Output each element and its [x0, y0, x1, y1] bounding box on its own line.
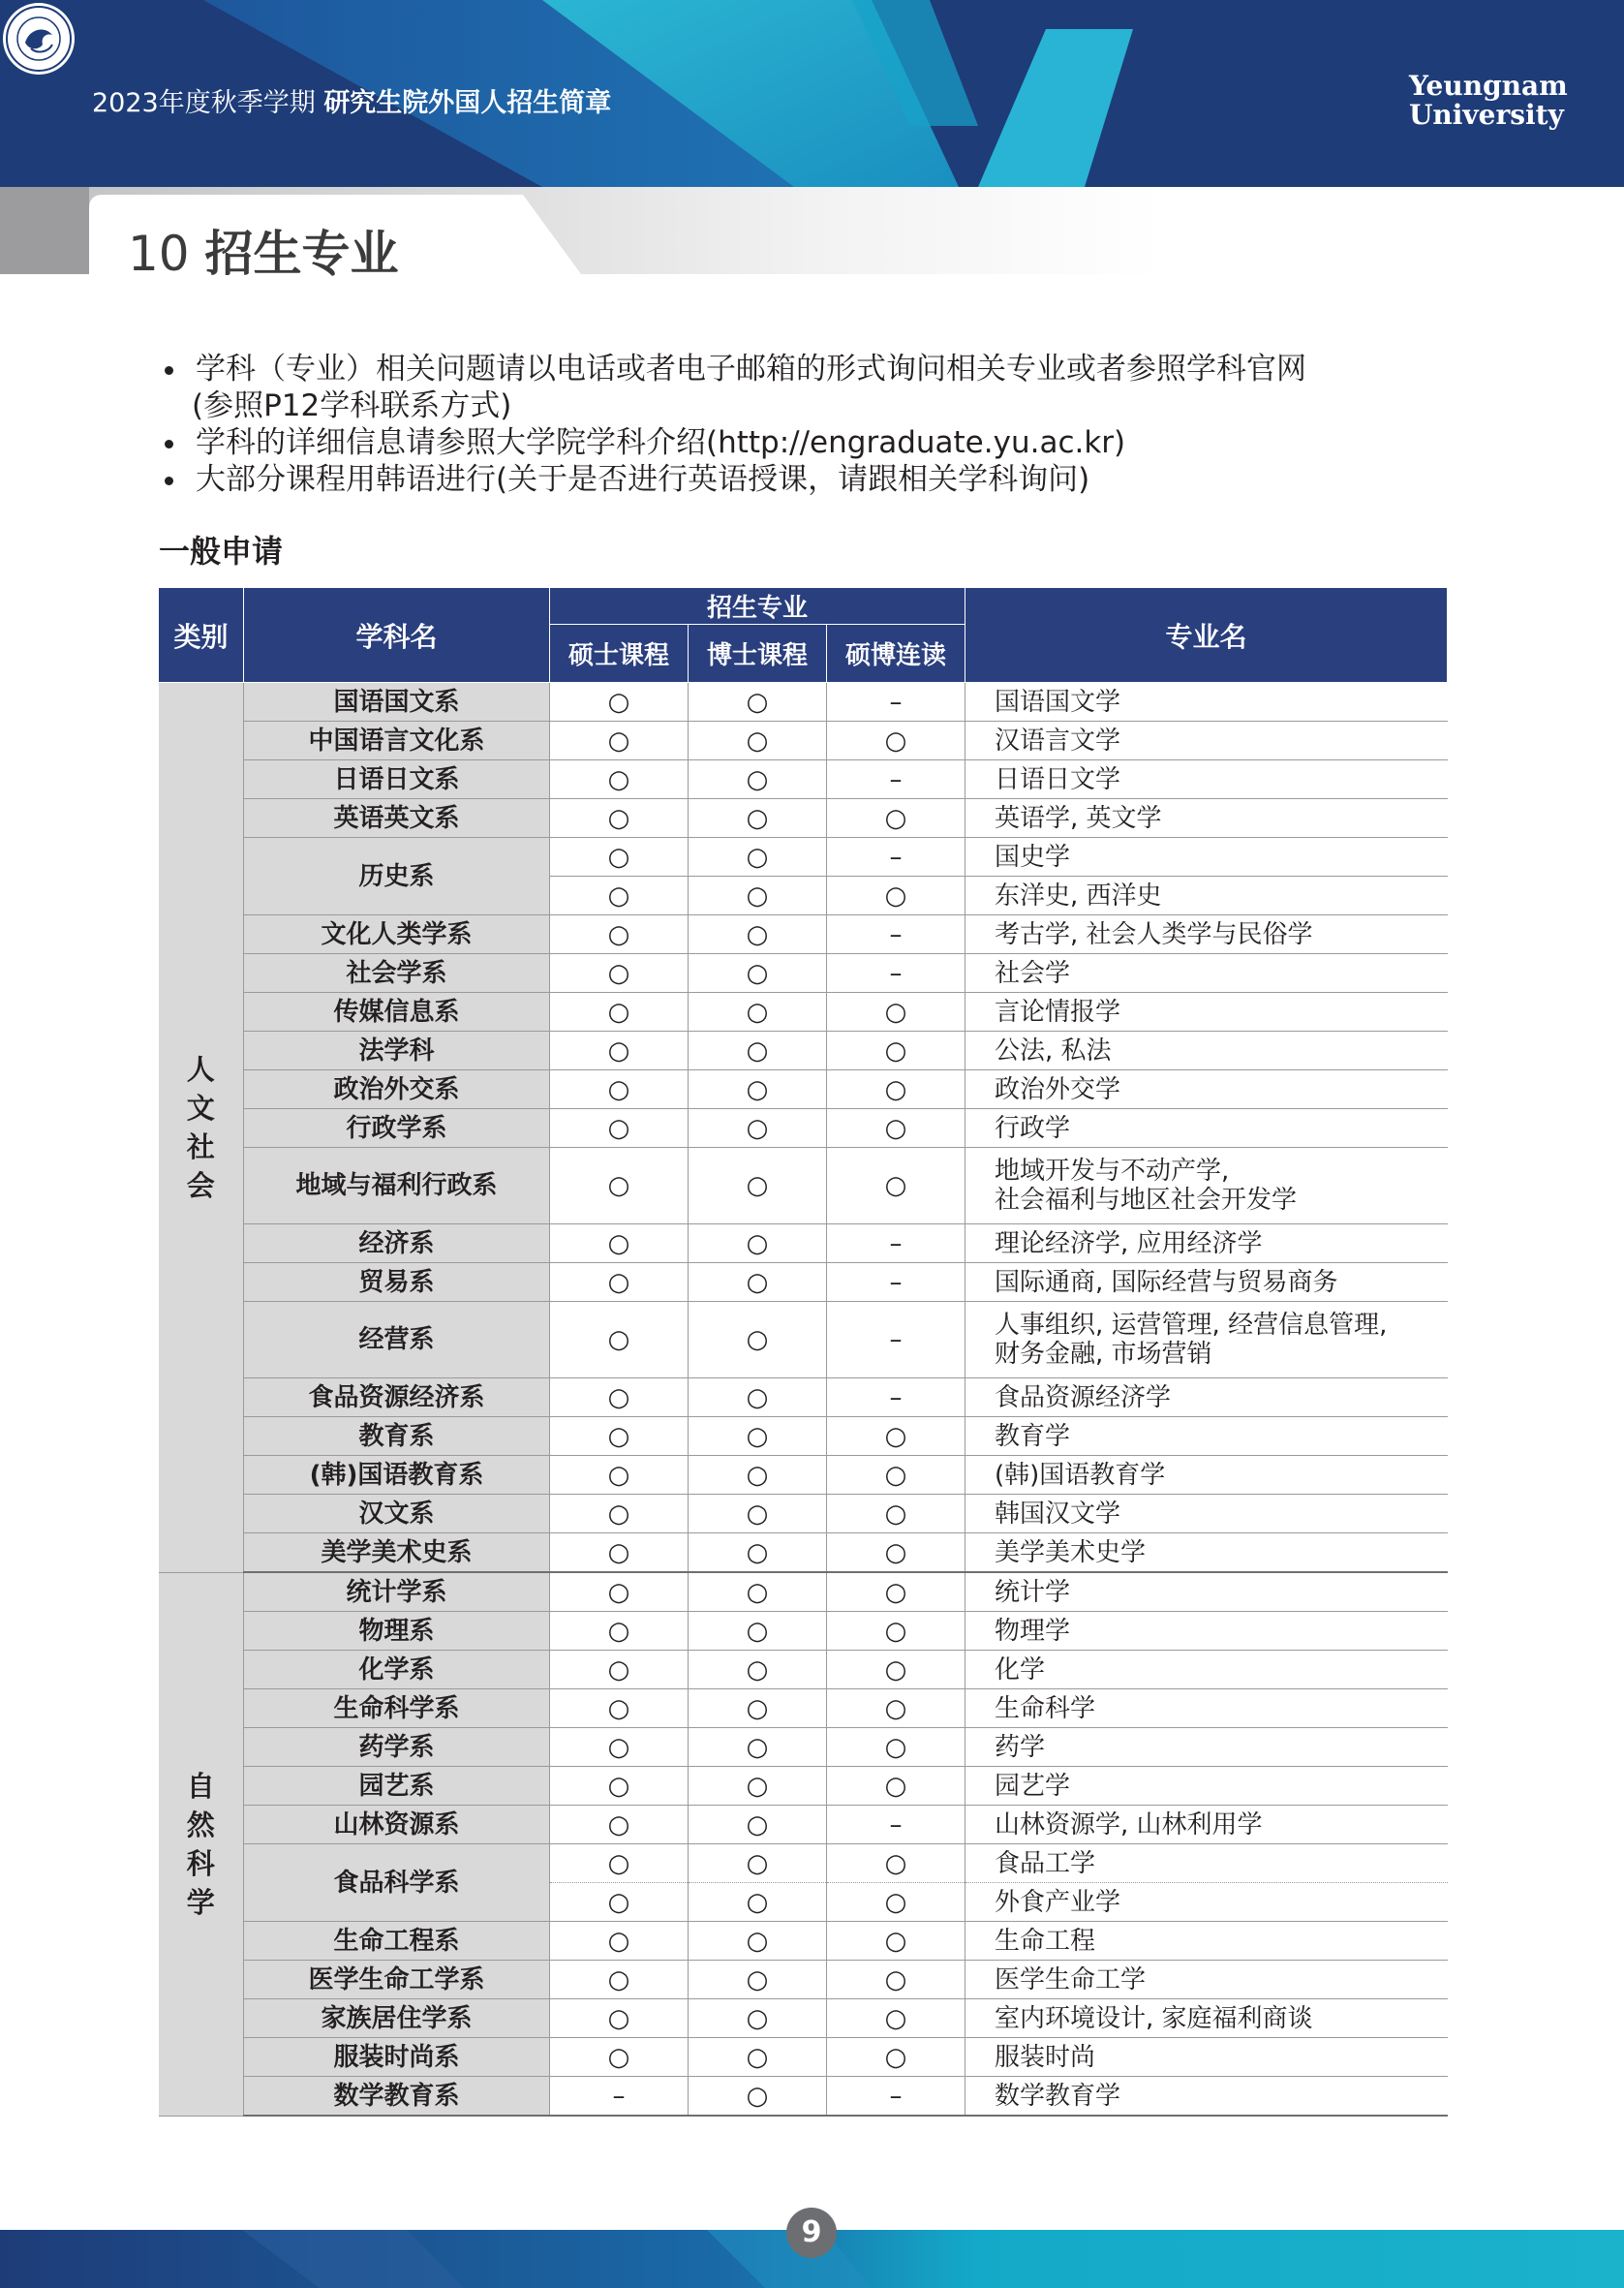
header-banner: [0, 0, 1624, 187]
masters-cell: ○: [550, 1070, 689, 1109]
major-text: 考古学, 社会人类学与民俗学: [995, 919, 1313, 949]
university-wordmark: [1409, 72, 1568, 130]
major-text: 理论经济学, 应用经济学: [995, 1228, 1263, 1258]
doctoral-cell: ○: [689, 683, 827, 722]
major-cell: [965, 1495, 1448, 1533]
integrated-cell: –: [827, 1224, 965, 1263]
integrated-cell: ○: [827, 1533, 965, 1573]
integrated-cell: ○: [827, 1495, 965, 1533]
notes-list: [155, 351, 1414, 498]
note-item: [155, 424, 1414, 461]
doctoral-cell: ○: [689, 1148, 827, 1224]
table-row: [159, 1302, 1448, 1378]
major-text: 东洋史, 西洋史: [995, 881, 1162, 911]
major-cell: [965, 1961, 1448, 1999]
table-row: [159, 1806, 1448, 1844]
integrated-cell: ○: [827, 1728, 965, 1767]
integrated-cell: –: [827, 954, 965, 993]
integrated-cell: ○: [827, 1109, 965, 1148]
integrated-cell: –: [827, 1806, 965, 1844]
masters-cell: ○: [550, 1378, 689, 1417]
integrated-cell: ○: [827, 1032, 965, 1070]
department-cell: 法学科: [244, 1032, 550, 1070]
major-text: 国语国文学: [995, 687, 1121, 717]
table-row: [159, 760, 1448, 799]
doctoral-cell: ○: [689, 1533, 827, 1573]
header-programs: 招生专业: [550, 588, 965, 625]
integrated-cell: ○: [827, 993, 965, 1032]
wordmark-line2: University: [1409, 99, 1564, 131]
header-department: 学科名: [244, 588, 550, 683]
table-row: [159, 1961, 1448, 1999]
department-cell: 经营系: [244, 1302, 550, 1378]
department-cell: 社会学系: [244, 954, 550, 993]
department-cell: 生命科学系: [244, 1689, 550, 1728]
header-doctoral: 博士课程: [689, 625, 827, 683]
table-row: [159, 1999, 1448, 2038]
masters-cell: ○: [550, 1844, 689, 1883]
doctoral-cell: ○: [689, 838, 827, 877]
major-text: 地域开发与不动产学,: [995, 1157, 1230, 1186]
major-text: 医学生命工学: [995, 1964, 1147, 1994]
department-cell: (韩)国语教育系: [244, 1456, 550, 1495]
masters-cell: ○: [550, 683, 689, 722]
masters-cell: ○: [550, 760, 689, 799]
table-row: [159, 915, 1448, 954]
department-cell: 化学系: [244, 1651, 550, 1689]
masters-cell: ○: [550, 1417, 689, 1456]
doctoral-cell: ○: [689, 1844, 827, 1883]
table-row: [159, 1070, 1448, 1109]
masters-cell: ○: [550, 1767, 689, 1806]
major-cell: [965, 2077, 1448, 2117]
doctoral-cell: ○: [689, 1263, 827, 1302]
masters-cell: ○: [550, 838, 689, 877]
department-cell: 地域与福利行政系: [244, 1148, 550, 1224]
doctoral-cell: ○: [689, 993, 827, 1032]
major-cell: [965, 1883, 1448, 1922]
doctoral-cell: ○: [689, 1032, 827, 1070]
doctoral-cell: ○: [689, 1456, 827, 1495]
header-masters: 硕士课程: [550, 625, 689, 683]
major-text: 公法, 私法: [995, 1036, 1112, 1066]
doctoral-cell: ○: [689, 1109, 827, 1148]
subheading: 一般申请: [159, 533, 284, 570]
doctoral-cell: ○: [689, 915, 827, 954]
table-row: [159, 1417, 1448, 1456]
department-cell: 统计学系: [244, 1572, 550, 1612]
integrated-cell: ○: [827, 2038, 965, 2077]
major-text: 山林资源学, 山林利用学: [995, 1809, 1263, 1840]
table-row: [159, 1651, 1448, 1689]
integrated-cell: ○: [827, 799, 965, 838]
table-row: [159, 1767, 1448, 1806]
table-row: [159, 2038, 1448, 2077]
doctoral-cell: ○: [689, 1961, 827, 1999]
table-row: [159, 838, 1448, 877]
doctoral-cell: ○: [689, 1378, 827, 1417]
masters-cell: ○: [550, 1999, 689, 2038]
major-cell: [965, 1148, 1448, 1224]
major-text: 韩国汉文学: [995, 1499, 1121, 1529]
doctoral-cell: ○: [689, 1806, 827, 1844]
major-cell: [965, 1302, 1448, 1378]
major-cell: [965, 1378, 1448, 1417]
masters-cell: ○: [550, 799, 689, 838]
integrated-cell: ○: [827, 1456, 965, 1495]
major-cell: [965, 799, 1448, 838]
header-title: [92, 81, 611, 119]
doctoral-cell: ○: [689, 799, 827, 838]
major-cell: [965, 1922, 1448, 1961]
table-row: [159, 1224, 1448, 1263]
department-cell: 数学教育系: [244, 2077, 550, 2117]
major-cell: [965, 1999, 1448, 2038]
major-cell: [965, 1728, 1448, 1767]
major-text: 美学美术史学: [995, 1537, 1147, 1567]
category-label: 人文社会: [186, 1052, 215, 1202]
university-seal-icon: [0, 0, 77, 77]
category-cell: [159, 683, 244, 1573]
major-text: 生命科学: [995, 1693, 1096, 1723]
note-item: [155, 351, 1414, 387]
major-cell: [965, 1572, 1448, 1612]
integrated-cell: ○: [827, 722, 965, 760]
major-cell: [965, 954, 1448, 993]
integrated-cell: ○: [827, 1070, 965, 1109]
major-text: (韩)国语教育学: [995, 1460, 1166, 1490]
doctoral-cell: ○: [689, 1728, 827, 1767]
masters-cell: ○: [550, 915, 689, 954]
major-text-line2: 财务金融, 市场营销: [995, 1340, 1212, 1369]
major-text: 日语日文学: [995, 764, 1121, 794]
department-cell: 传媒信息系: [244, 993, 550, 1032]
masters-cell: ○: [550, 1883, 689, 1922]
table-row: [159, 1263, 1448, 1302]
integrated-cell: –: [827, 838, 965, 877]
major-cell: [965, 683, 1448, 722]
section-title: [128, 215, 399, 285]
major-text: 汉语言文学: [995, 726, 1121, 756]
table-row: [159, 1689, 1448, 1728]
department-cell: 行政学系: [244, 1109, 550, 1148]
major-cell: [965, 1689, 1448, 1728]
table-row: [159, 799, 1448, 838]
table-row: [159, 1495, 1448, 1533]
integrated-cell: –: [827, 683, 965, 722]
major-cell: [965, 1844, 1448, 1883]
integrated-cell: ○: [827, 1612, 965, 1651]
masters-cell: ○: [550, 1456, 689, 1495]
masters-cell: ○: [550, 1495, 689, 1533]
integrated-cell: –: [827, 1263, 965, 1302]
doctoral-cell: ○: [689, 760, 827, 799]
major-text: 行政学: [995, 1113, 1071, 1143]
major-text: 国际通商, 国际经营与贸易商务: [995, 1267, 1338, 1297]
major-text: 生命工程: [995, 1926, 1096, 1956]
doctoral-cell: ○: [689, 1417, 827, 1456]
integrated-cell: –: [827, 2077, 965, 2117]
doctoral-cell: ○: [689, 1224, 827, 1263]
major-cell: [965, 877, 1448, 915]
doctoral-cell: ○: [689, 1767, 827, 1806]
table-row: [159, 993, 1448, 1032]
major-cell: [965, 1417, 1448, 1456]
table-row: [159, 1572, 1448, 1612]
category-cell: [159, 1572, 244, 2116]
department-cell: 园艺系: [244, 1767, 550, 1806]
masters-cell: ○: [550, 722, 689, 760]
table-row: [159, 1612, 1448, 1651]
masters-cell: ○: [550, 1224, 689, 1263]
integrated-cell: ○: [827, 1689, 965, 1728]
doctoral-cell: ○: [689, 2077, 827, 2117]
department-cell: 医学生命工学系: [244, 1961, 550, 1999]
major-text: 国史学: [995, 842, 1071, 872]
doctoral-cell: ○: [689, 1922, 827, 1961]
major-text: 统计学: [995, 1577, 1071, 1607]
department-cell: 国语国文系: [244, 683, 550, 722]
table-row: [159, 2077, 1448, 2117]
note-text: 学科（专业）相关问题请以电话或者电子邮箱的形式询问相关专业或者参照学科官网: [196, 352, 1306, 386]
header-term: 2023年度秋季学期: [92, 88, 316, 118]
department-cell: 中国语言文化系: [244, 722, 550, 760]
doctoral-cell: ○: [689, 877, 827, 915]
doctoral-cell: ○: [689, 1572, 827, 1612]
major-text: 人事组织, 运营管理, 经营信息管理,: [995, 1311, 1388, 1340]
major-text: 社会学: [995, 958, 1071, 988]
table-row: [159, 1148, 1448, 1224]
major-cell: [965, 1651, 1448, 1689]
table-row: [159, 1533, 1448, 1573]
doctoral-cell: ○: [689, 2038, 827, 2077]
masters-cell: ○: [550, 1728, 689, 1767]
category-label: 自然科学: [186, 1769, 215, 1919]
integrated-cell: ○: [827, 877, 965, 915]
major-cell: [965, 1109, 1448, 1148]
doctoral-cell: ○: [689, 1495, 827, 1533]
major-cell: [965, 1263, 1448, 1302]
masters-cell: ○: [550, 954, 689, 993]
department-cell: 教育系: [244, 1417, 550, 1456]
table-row: [159, 722, 1448, 760]
doctoral-cell: ○: [689, 1651, 827, 1689]
department-cell: 服装时尚系: [244, 2038, 550, 2077]
doctoral-cell: ○: [689, 1612, 827, 1651]
integrated-cell: –: [827, 915, 965, 954]
department-cell: 日语日文系: [244, 760, 550, 799]
table-body: [159, 683, 1448, 2117]
masters-cell: ○: [550, 1148, 689, 1224]
note-item: [155, 461, 1414, 498]
department-cell: 药学系: [244, 1728, 550, 1767]
department-cell: 文化人类学系: [244, 915, 550, 954]
major-text: 教育学: [995, 1421, 1071, 1451]
doctoral-cell: ○: [689, 1302, 827, 1378]
header-major: 专业名: [965, 588, 1448, 683]
masters-cell: ○: [550, 1651, 689, 1689]
header-category: 类别: [159, 588, 244, 683]
table-row: [159, 1844, 1448, 1883]
department-cell: 历史系: [244, 838, 550, 915]
masters-cell: ○: [550, 1689, 689, 1728]
page-number-badge: 9: [786, 2208, 837, 2258]
masters-cell: ○: [550, 1533, 689, 1573]
header-integrated: 硕博连读: [827, 625, 965, 683]
department-cell: 食品科学系: [244, 1844, 550, 1922]
major-cell: [965, 1767, 1448, 1806]
masters-cell: ○: [550, 1612, 689, 1651]
major-text: 服装时尚: [995, 2042, 1096, 2072]
masters-cell: ○: [550, 993, 689, 1032]
masters-cell: ○: [550, 1806, 689, 1844]
table-row: [159, 1109, 1448, 1148]
integrated-cell: ○: [827, 1961, 965, 1999]
integrated-cell: –: [827, 1378, 965, 1417]
major-cell: [965, 1806, 1448, 1844]
integrated-cell: ○: [827, 1767, 965, 1806]
major-cell: [965, 1070, 1448, 1109]
major-text: 园艺学: [995, 1771, 1071, 1801]
major-text: 食品资源经济学: [995, 1382, 1172, 1412]
major-text: 药学: [995, 1732, 1046, 1762]
masters-cell: ○: [550, 2038, 689, 2077]
major-text: 物理学: [995, 1616, 1071, 1646]
note-text: 学科的详细信息请参照大学院学科介绍(http://engraduate.yu.ac.kr): [196, 425, 1126, 460]
masters-cell: ○: [550, 1263, 689, 1302]
department-cell: 家族居住学系: [244, 1999, 550, 2038]
major-text: 言论情报学: [995, 997, 1121, 1027]
table-row: [159, 683, 1448, 722]
major-cell: [965, 915, 1448, 954]
masters-cell: ○: [550, 1961, 689, 1999]
major-cell: [965, 1533, 1448, 1573]
major-text: 数学教育学: [995, 2081, 1121, 2111]
masters-cell: –: [550, 2077, 689, 2117]
major-cell: [965, 1224, 1448, 1263]
masters-cell: ○: [550, 1572, 689, 1612]
doctoral-cell: ○: [689, 722, 827, 760]
masters-cell: ○: [550, 877, 689, 915]
table-row: [159, 1728, 1448, 1767]
table-row: [159, 1032, 1448, 1070]
integrated-cell: ○: [827, 1651, 965, 1689]
wordmark-line1: Yeungnam: [1409, 70, 1568, 102]
table-row: [159, 954, 1448, 993]
section-heading: 招生专业: [204, 226, 399, 282]
major-text: 食品工学: [995, 1848, 1096, 1878]
major-cell: [965, 838, 1448, 877]
major-text: 外食产业学: [995, 1887, 1121, 1917]
department-cell: 美学美术史系: [244, 1533, 550, 1573]
section-number: 10: [128, 226, 190, 282]
table-row: [159, 1378, 1448, 1417]
major-cell: [965, 993, 1448, 1032]
doctoral-cell: ○: [689, 954, 827, 993]
major-text: 政治外交学: [995, 1074, 1121, 1104]
major-cell: [965, 1032, 1448, 1070]
integrated-cell: ○: [827, 1883, 965, 1922]
integrated-cell: ○: [827, 1844, 965, 1883]
major-cell: [965, 1612, 1448, 1651]
department-cell: 生命工程系: [244, 1922, 550, 1961]
doctoral-cell: ○: [689, 1883, 827, 1922]
table-row: [159, 1922, 1448, 1961]
department-cell: 汉文系: [244, 1495, 550, 1533]
major-text: 英语学, 英文学: [995, 803, 1162, 833]
note-continuation: (参照P12学科联系方式): [192, 388, 512, 423]
major-text: 室内环境设计, 家庭福利商谈: [995, 2003, 1313, 2033]
major-cell: [965, 760, 1448, 799]
department-cell: 政治外交系: [244, 1070, 550, 1109]
note-text: 大部分课程用韩语进行(关于是否进行英语授课，请跟相关学科询问): [196, 462, 1090, 497]
integrated-cell: –: [827, 760, 965, 799]
doctoral-cell: ○: [689, 1999, 827, 2038]
major-text-line2: 社会福利与地区社会开发学: [995, 1186, 1298, 1215]
department-cell: 经济系: [244, 1224, 550, 1263]
major-cell: [965, 2038, 1448, 2077]
table-row: [159, 1456, 1448, 1495]
department-cell: 贸易系: [244, 1263, 550, 1302]
integrated-cell: ○: [827, 1572, 965, 1612]
header-brochure-title: 研究生院外国人招生简章: [323, 88, 612, 118]
doctoral-cell: ○: [689, 1689, 827, 1728]
major-text: 化学: [995, 1654, 1046, 1685]
department-cell: 物理系: [244, 1612, 550, 1651]
integrated-cell: ○: [827, 1922, 965, 1961]
department-cell: 食品资源经济系: [244, 1378, 550, 1417]
doctoral-cell: ○: [689, 1070, 827, 1109]
integrated-cell: ○: [827, 1999, 965, 2038]
department-cell: 山林资源系: [244, 1806, 550, 1844]
masters-cell: ○: [550, 1302, 689, 1378]
majors-table: [158, 587, 1448, 2117]
masters-cell: ○: [550, 1109, 689, 1148]
masters-cell: ○: [550, 1922, 689, 1961]
major-cell: [965, 722, 1448, 760]
major-cell: [965, 1456, 1448, 1495]
department-cell: 英语英文系: [244, 799, 550, 838]
integrated-cell: –: [827, 1302, 965, 1378]
masters-cell: ○: [550, 1032, 689, 1070]
integrated-cell: ○: [827, 1148, 965, 1224]
integrated-cell: ○: [827, 1417, 965, 1456]
